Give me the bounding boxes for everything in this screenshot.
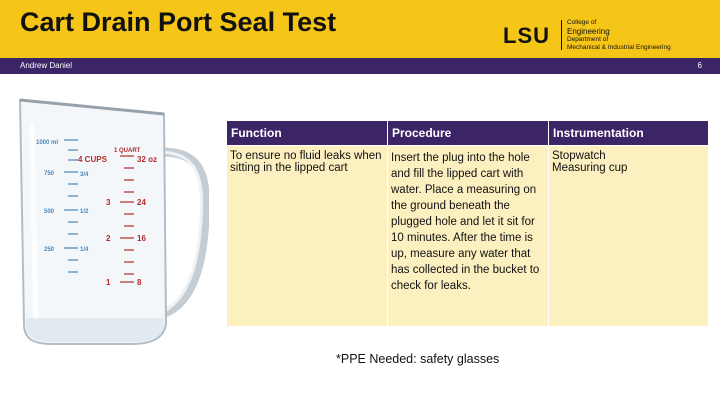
- function-cell: To ensure no fluid leaks when sitting in the lipped cart: [227, 146, 388, 327]
- table-header-row: [227, 121, 709, 146]
- cup-label-24: 24: [137, 198, 146, 207]
- cup-label-8: 8: [137, 278, 142, 287]
- header-procedure: Procedure: [388, 121, 549, 146]
- cup-label-quart: 1 QUART: [114, 148, 141, 154]
- cup-label-3: 3: [106, 198, 111, 207]
- instrument-measuring-cup: Measuring cup: [552, 162, 628, 174]
- logo-line-1: College of: [567, 19, 597, 26]
- logo-line-2: Engineering: [567, 27, 610, 36]
- measuring-cup-image: [14, 92, 209, 350]
- logo-line-3: Department of: [567, 36, 609, 43]
- cup-label-cups: 4 CUPS: [78, 155, 107, 164]
- cup-label-250: 250: [44, 247, 55, 253]
- cup-label-1000ml: 1000 ml: [36, 140, 59, 146]
- header-function: Function: [227, 121, 388, 146]
- cup-label-500: 500: [44, 209, 55, 215]
- table-row: [227, 146, 709, 327]
- cup-label-32oz: 32 oz: [137, 155, 158, 164]
- cup-label-750: 750: [44, 171, 55, 177]
- page-number: 6: [697, 61, 702, 70]
- slide-title: Cart Drain Port Seal Test: [20, 7, 337, 37]
- procedure-cell: Insert the plug into the hole and fill the lipped cart with water. Place a measuring on the ground beneath the plugged hole and let it sit for 10 minutes. After the time is up, measure any water that has collected in the bucket to check for leaks.: [388, 146, 549, 327]
- instrument-stopwatch: Stopwatch: [552, 150, 606, 162]
- cup-label-2: 2: [106, 234, 111, 243]
- logo-divider: [561, 20, 562, 50]
- cup-label-1: 1: [106, 278, 111, 287]
- author-name: Andrew Daniel: [20, 61, 73, 70]
- instrumentation-cell: [549, 146, 709, 327]
- logo-text: [567, 19, 671, 52]
- logo-line-4: Mechanical & Industrial Engineering: [567, 44, 671, 51]
- cup-label-1-2: 1/2: [80, 209, 89, 215]
- title-bar: [0, 0, 720, 58]
- ppe-note: *PPE Needed: safety glasses: [336, 352, 500, 366]
- header-instrumentation: Instrumentation: [549, 121, 709, 146]
- cup-label-1-4: 1/4: [80, 247, 89, 253]
- author-bar: [0, 58, 720, 74]
- test-table: [226, 120, 709, 327]
- logo-abbrev: LSU: [503, 23, 550, 48]
- cup-label-16: 16: [137, 234, 146, 243]
- cup-label-3-4: 3/4: [80, 172, 89, 178]
